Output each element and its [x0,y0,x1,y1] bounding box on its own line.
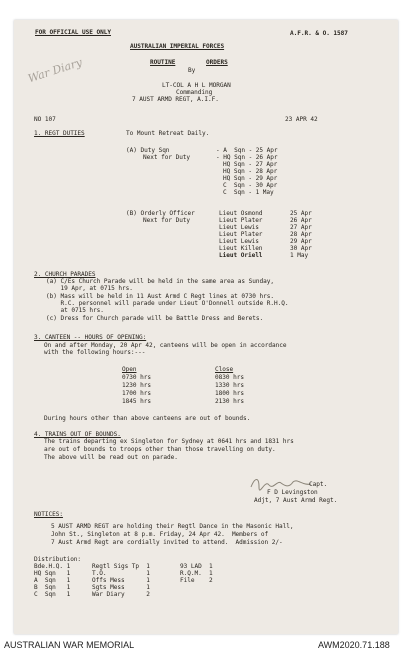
order-date: 23 APR 42 [285,116,318,123]
archive-name: AUSTRALIAN WAR MEMORIAL [4,640,135,650]
distribution-entry: Offs Mess 1 [92,577,150,584]
church-parade-line: R.C. personnel will parade under Lieut O'Donnell outside R.H.Q. [46,300,289,307]
distribution-entry: B Sqn 1 [34,584,71,591]
close-header: Close [215,366,234,373]
church-parade-line: at 0715 hrs. [46,307,104,314]
distribution-entry: Bde.H.Q. 1 [34,563,71,570]
close-time: 1330 hrs [215,382,244,389]
orderly-name: Lieut Lewis [219,238,259,245]
section-1-title: 1. REGT DUTIES [34,130,85,137]
orderly-date: 1 May [290,252,309,259]
notice-line: John St., Singleton at 8 p.m. Friday, 24 Apr 42. Members of [51,531,269,538]
distribution-entry: War Diary 2 [92,591,150,598]
orderly-name: Lieut Killen [219,245,263,252]
church-parade-line: (c) Dress for Church parade will be Battle Dress and Berets. [46,315,264,322]
orderly-officer-label: (B) Orderly Officer [126,210,195,217]
order-number: NO 107 [34,116,56,123]
open-time: 1230 hrs [122,382,151,389]
distribution-entry: 93 LAD 1 [180,563,213,570]
church-parade-line: (a) C/Es Church Parade will be held in the same area as Sunday, [46,278,274,285]
routine-label: ROUTINE [150,59,176,66]
signatory-role: Adjt, 7 Aust Armd Regt. [254,497,338,504]
notice-line: 7 Aust Armd Regt are cordially invited to attend. Admission 2/- [51,539,283,546]
trains-line: The trains departing ex Singleton for Sydney at 0641 hrs and 1831 hrs [44,438,294,445]
trains-line: The above will be read out on parade. [44,454,178,461]
orderly-date: 27 Apr [290,224,312,231]
distribution-entry: File 2 [180,577,213,584]
duty-roster-row: C Sqn - 1 May [223,189,274,196]
notice-line: 5 AUST ARMD REGT are holding their Regtl Dance in the Masonic Hall, [51,523,294,530]
archive-reference: AWM2020.71.188 [318,640,390,650]
orderly-date: 30 Apr [290,245,312,252]
open-time: 1845 hrs [122,398,151,405]
form-number: A.F.R. & O. 1587 [290,30,348,37]
orderly-date: 26 Apr [290,217,312,224]
duty-sqn-label: (A) Duty Sqn [126,147,170,154]
open-header: Open [122,366,137,373]
close-time: 0830 hrs [215,374,244,381]
document-page [14,20,398,634]
canteen-intro: with the following hours:--- [44,349,146,356]
distribution-entry: C Sqn 1 [34,591,71,598]
orderly-name: Lieut Plater [219,217,263,224]
distribution-entry: R.Q.M. 1 [180,570,213,577]
orderly-date: 29 Apr [290,238,312,245]
duty-roster-row: - A Sqn - 25 Apr [216,147,278,154]
handwritten-annotation: War Diary [26,55,84,86]
signatory-rank: Capt. [309,481,328,488]
open-time: 1700 hrs [122,390,151,397]
orderly-date: 28 Apr [290,231,312,238]
duty-roster-row: - HQ Sqn - 26 Apr [216,154,278,161]
orderly-date: 25 Apr [290,210,312,217]
open-time: 0730 hrs [122,374,151,381]
distribution-entry: Sgts Mess 1 [92,584,150,591]
commanding-label: Commanding [176,89,213,96]
duty-roster-row: HQ Sqn - 29 Apr [223,175,278,182]
canteen-footnote: During hours other than above canteens are out of bounds. [44,415,251,422]
org-title: AUSTRALIAN IMPERIAL FORCES [130,43,225,50]
signatory-name: F D Levingston [267,489,318,496]
archive-footer [0,638,408,653]
canteen-intro: On and after Monday, 20 Apr 42, canteens will be open in accordance [44,342,287,349]
duty-roster-row: HQ Sqn - 27 Apr [223,161,278,168]
unit-name: 7 AUST ARMD REGT, A.I.F. [132,96,219,103]
distribution-entry: HQ Sqn 1 [34,570,71,577]
distribution-entry: T.O. 1 [92,570,150,577]
orders-label: ORDERS [206,59,228,66]
trains-line: are out of bounds to troops other than those travelling on duty. [44,446,276,453]
church-parade-line: 19 Apr, at 0715 hrs. [46,285,133,292]
duty-roster-row: HQ Sqn - 28 Apr [223,168,278,175]
close-time: 2130 hrs [215,398,244,405]
distribution-entry: A Sqn 1 [34,577,71,584]
distribution-entry: Regtl Sigs Tp 1 [92,563,150,570]
orderly-name: Lieut Oriell [219,252,263,259]
distribution-title: Distribution: [34,556,82,563]
section-1-intro: To Mount Retreat Daily. [126,130,210,137]
section-4-title: 4. TRAINS OUT OF BOUNDS. [34,431,121,438]
church-parade-line: (b) Mass will be held in 11 Aust Armd C Regt lines at 0730 hrs. [46,293,274,300]
close-time: 1800 hrs [215,390,244,397]
notices-title: NOTICES: [34,511,63,518]
commanding-officer: LT-COL A H L MORGAN [162,82,231,89]
duty-next-label: Next for Duty [143,154,191,161]
section-2-title: 2. CHURCH PARADES [34,271,96,278]
section-3-title: 3. CANTEEN -- HOURS OF OPENING: [34,334,147,341]
official-use-label: FOR OFFICIAL USE ONLY [35,29,111,36]
by-label: By [188,67,196,74]
orderly-name: Lieut Osmond [219,210,263,217]
duty-roster-row: C Sqn - 30 Apr [223,182,278,189]
orderly-name: Lieut Lewis [219,224,259,231]
orderly-next-label: Next for Duty [143,217,191,224]
orderly-name: Lieut Plater [219,231,263,238]
